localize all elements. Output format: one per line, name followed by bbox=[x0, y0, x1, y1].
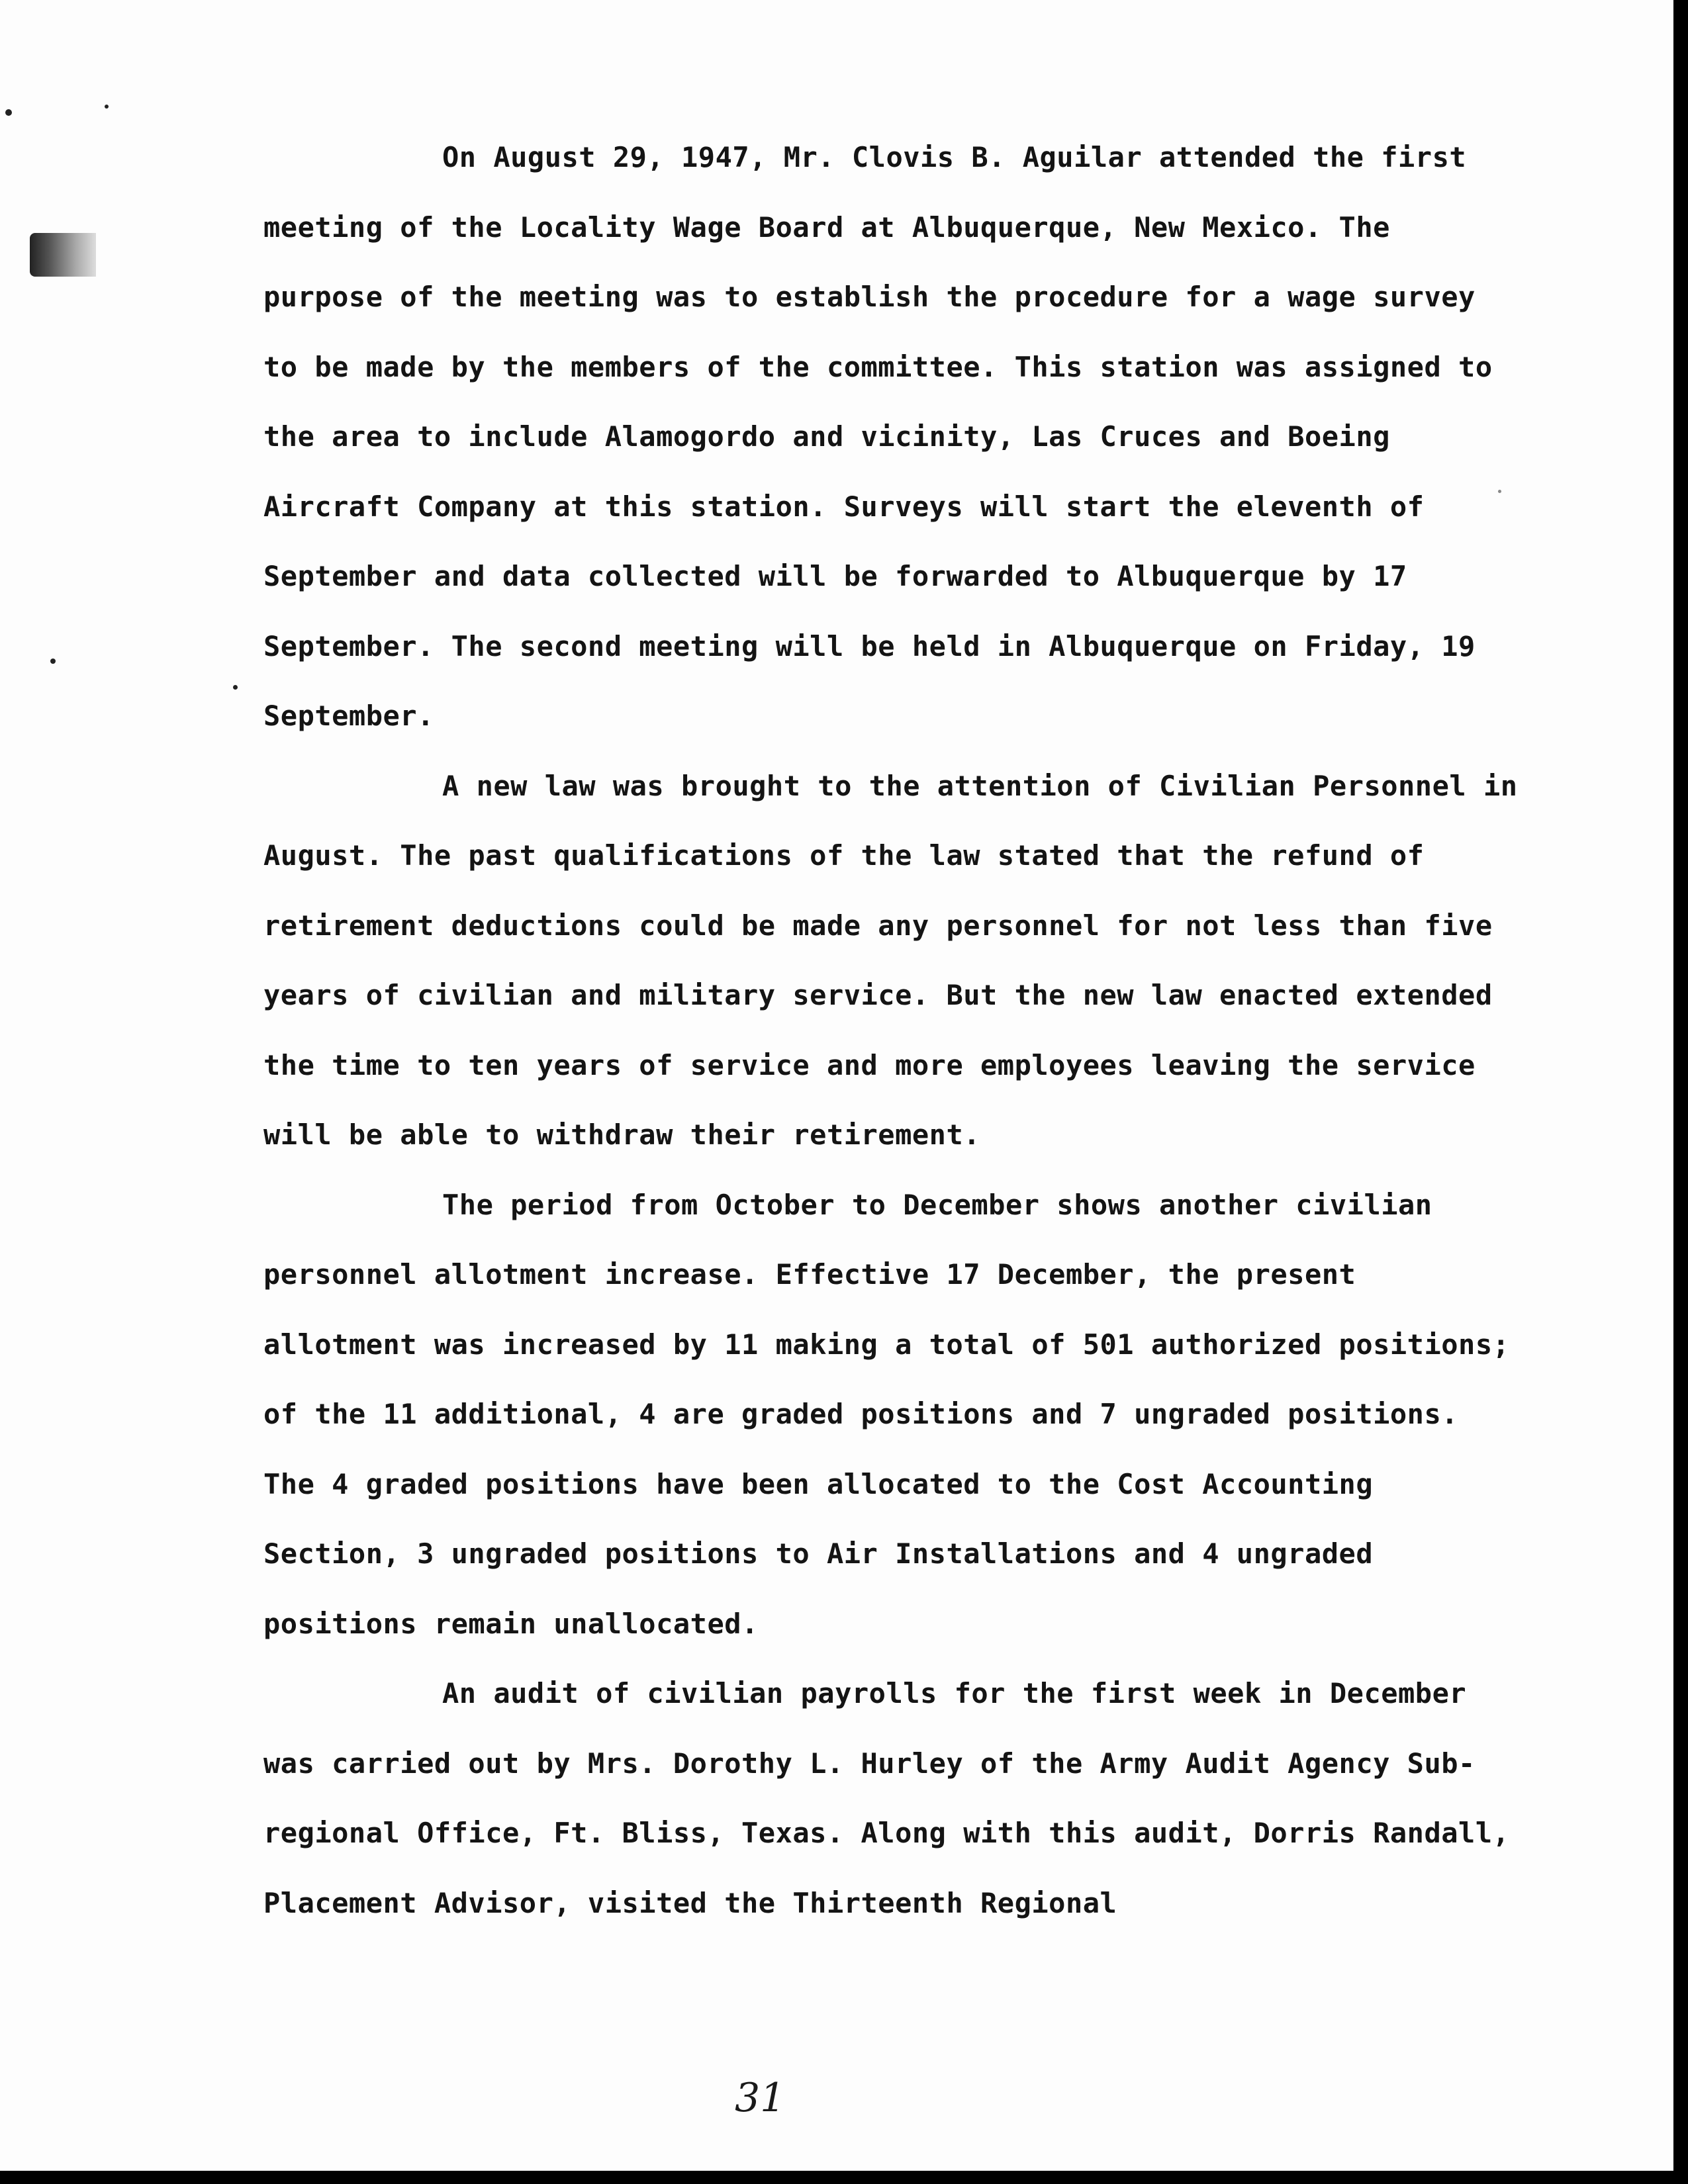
paragraph-retirement-law: A new law was brought to the attention of Civilian Personnel in August. The past qualifications of the law stated that the refund of retirement deductions could be made any personnel for not less than five years of civilian and military service. But the new law enacted extended the time to ten years of service and more employees leaving the service will be able to withdraw their retirement. bbox=[263, 769, 1535, 1151]
paragraph-allotment-increase: The period from October to December shows another civilian personnel allotment increase. Effective 17 December, the present allotment was increased by 11 making a total of 501 authorized positions; of the 11 additional, 4 are graded positions and 7 ungraded positions. The 4 graded positions have been allocated to the Cost Accounting Section, 3 ungraded positions to Air Installations and 4 ungraded positions remain unallocated. bbox=[263, 1188, 1527, 1640]
scan-speck bbox=[5, 109, 12, 116]
page-number: 31 bbox=[735, 2075, 786, 2121]
scan-border-bottom bbox=[0, 2171, 1688, 2184]
paragraph-wage-board: On August 29, 1947, Mr. Clovis B. Aguilar attended the first meeting of the Locality Wage Board at Albuquerque, New Mexico. The purpose of the meeting was to establish the procedure for a wage survey to be made by the members of the committee. This station was assigned to the area to include Alamogordo and vicinity, Las Cruces and Boeing Aircraft Company at this station. Surveys will start the eleventh of September and data collected will be forwarded to Albuquerque by 17 September. The second meeting will be held in Albuquerque on Friday, 19 September. bbox=[263, 141, 1510, 732]
scan-speck bbox=[233, 685, 238, 690]
scan-edge-mark bbox=[30, 233, 96, 277]
body-text bbox=[263, 122, 1535, 1938]
scan-border-right bbox=[1673, 0, 1688, 2184]
scan-speck bbox=[105, 105, 109, 109]
scan-speck bbox=[50, 659, 56, 664]
paragraph-payroll-audit: An audit of civilian payrolls for the first week in December was carried out by Mrs. Dorothy L. Hurley of the Army Audit Agency Sub-regional Office, Ft. Bliss, Texas. Along with this audit, Dorris Randall, Placement Advisor, visited the Thirteenth Regional bbox=[263, 1677, 1527, 1919]
